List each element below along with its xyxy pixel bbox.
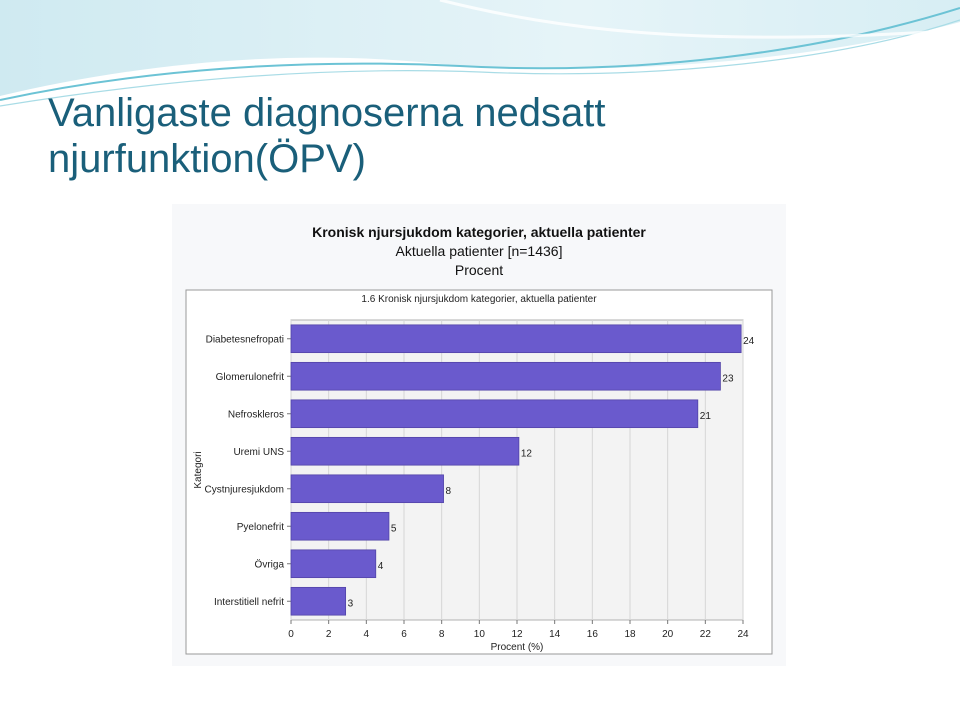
bar-value-label: 8 — [445, 485, 452, 497]
chart-inner-title: 1.6 Kronisk njursjukdom kategorier, aktuella patienter — [361, 294, 597, 305]
category-label: Diabetesnefropati — [205, 334, 284, 346]
x-tick-label: 10 — [473, 629, 485, 640]
slide-title — [48, 90, 605, 182]
y-axis-label: Kategori — [193, 451, 204, 489]
category-label: Nefroskleros — [227, 409, 284, 421]
x-tick-label: 18 — [624, 629, 636, 640]
x-tick-label: 14 — [549, 629, 561, 640]
chart-title: Kronisk njursjukdom kategorier, aktuella patienter — [312, 224, 646, 240]
category-label: Pyelonefrit — [236, 521, 284, 533]
bar-value-label: 4 — [377, 560, 384, 572]
slide-title-line1: Vanligaste diagnoserna nedsatt — [48, 91, 606, 135]
category-label: Uremi UNS — [233, 446, 284, 458]
bar-chart — [172, 204, 786, 666]
chart-panel — [172, 204, 786, 666]
x-tick-label: 22 — [699, 629, 711, 640]
bar — [291, 362, 720, 390]
chart-unit-label: Procent — [454, 262, 504, 278]
bar — [291, 325, 741, 353]
bar — [291, 587, 346, 615]
bar-value-label: 12 — [520, 448, 533, 460]
bar — [291, 475, 444, 503]
x-tick-label: 6 — [401, 629, 407, 640]
x-tick-label: 2 — [325, 629, 332, 640]
category-label: Glomerulonefrit — [215, 371, 284, 383]
bar — [291, 400, 698, 428]
category-label: Cystnjuresjukdom — [204, 484, 284, 496]
bar-value-label: 21 — [699, 410, 711, 422]
x-tick-label: 8 — [438, 629, 445, 640]
chart-subtitle: Aktuella patienter [n=1436] — [395, 243, 563, 259]
x-tick-label: 0 — [288, 629, 294, 640]
category-label: Övriga — [254, 559, 284, 571]
category-label: Interstitiell nefrit — [213, 596, 284, 608]
slide-title-line2: njurfunktion(ÖPV) — [48, 137, 366, 181]
bar-value-label: 24 — [743, 335, 755, 347]
x-tick-label: 24 — [737, 629, 749, 640]
bar-value-label: 23 — [722, 373, 734, 385]
bar — [291, 550, 376, 578]
x-tick-label: 20 — [662, 629, 674, 640]
bar — [291, 437, 519, 465]
x-tick-label: 12 — [511, 629, 523, 640]
x-tick-label: 16 — [586, 629, 598, 640]
bar-value-label: 3 — [347, 598, 354, 610]
bar — [291, 512, 389, 540]
x-tick-label: 4 — [363, 629, 370, 640]
bar-value-label: 5 — [390, 523, 397, 535]
x-axis-label: Procent (%) — [490, 642, 544, 653]
